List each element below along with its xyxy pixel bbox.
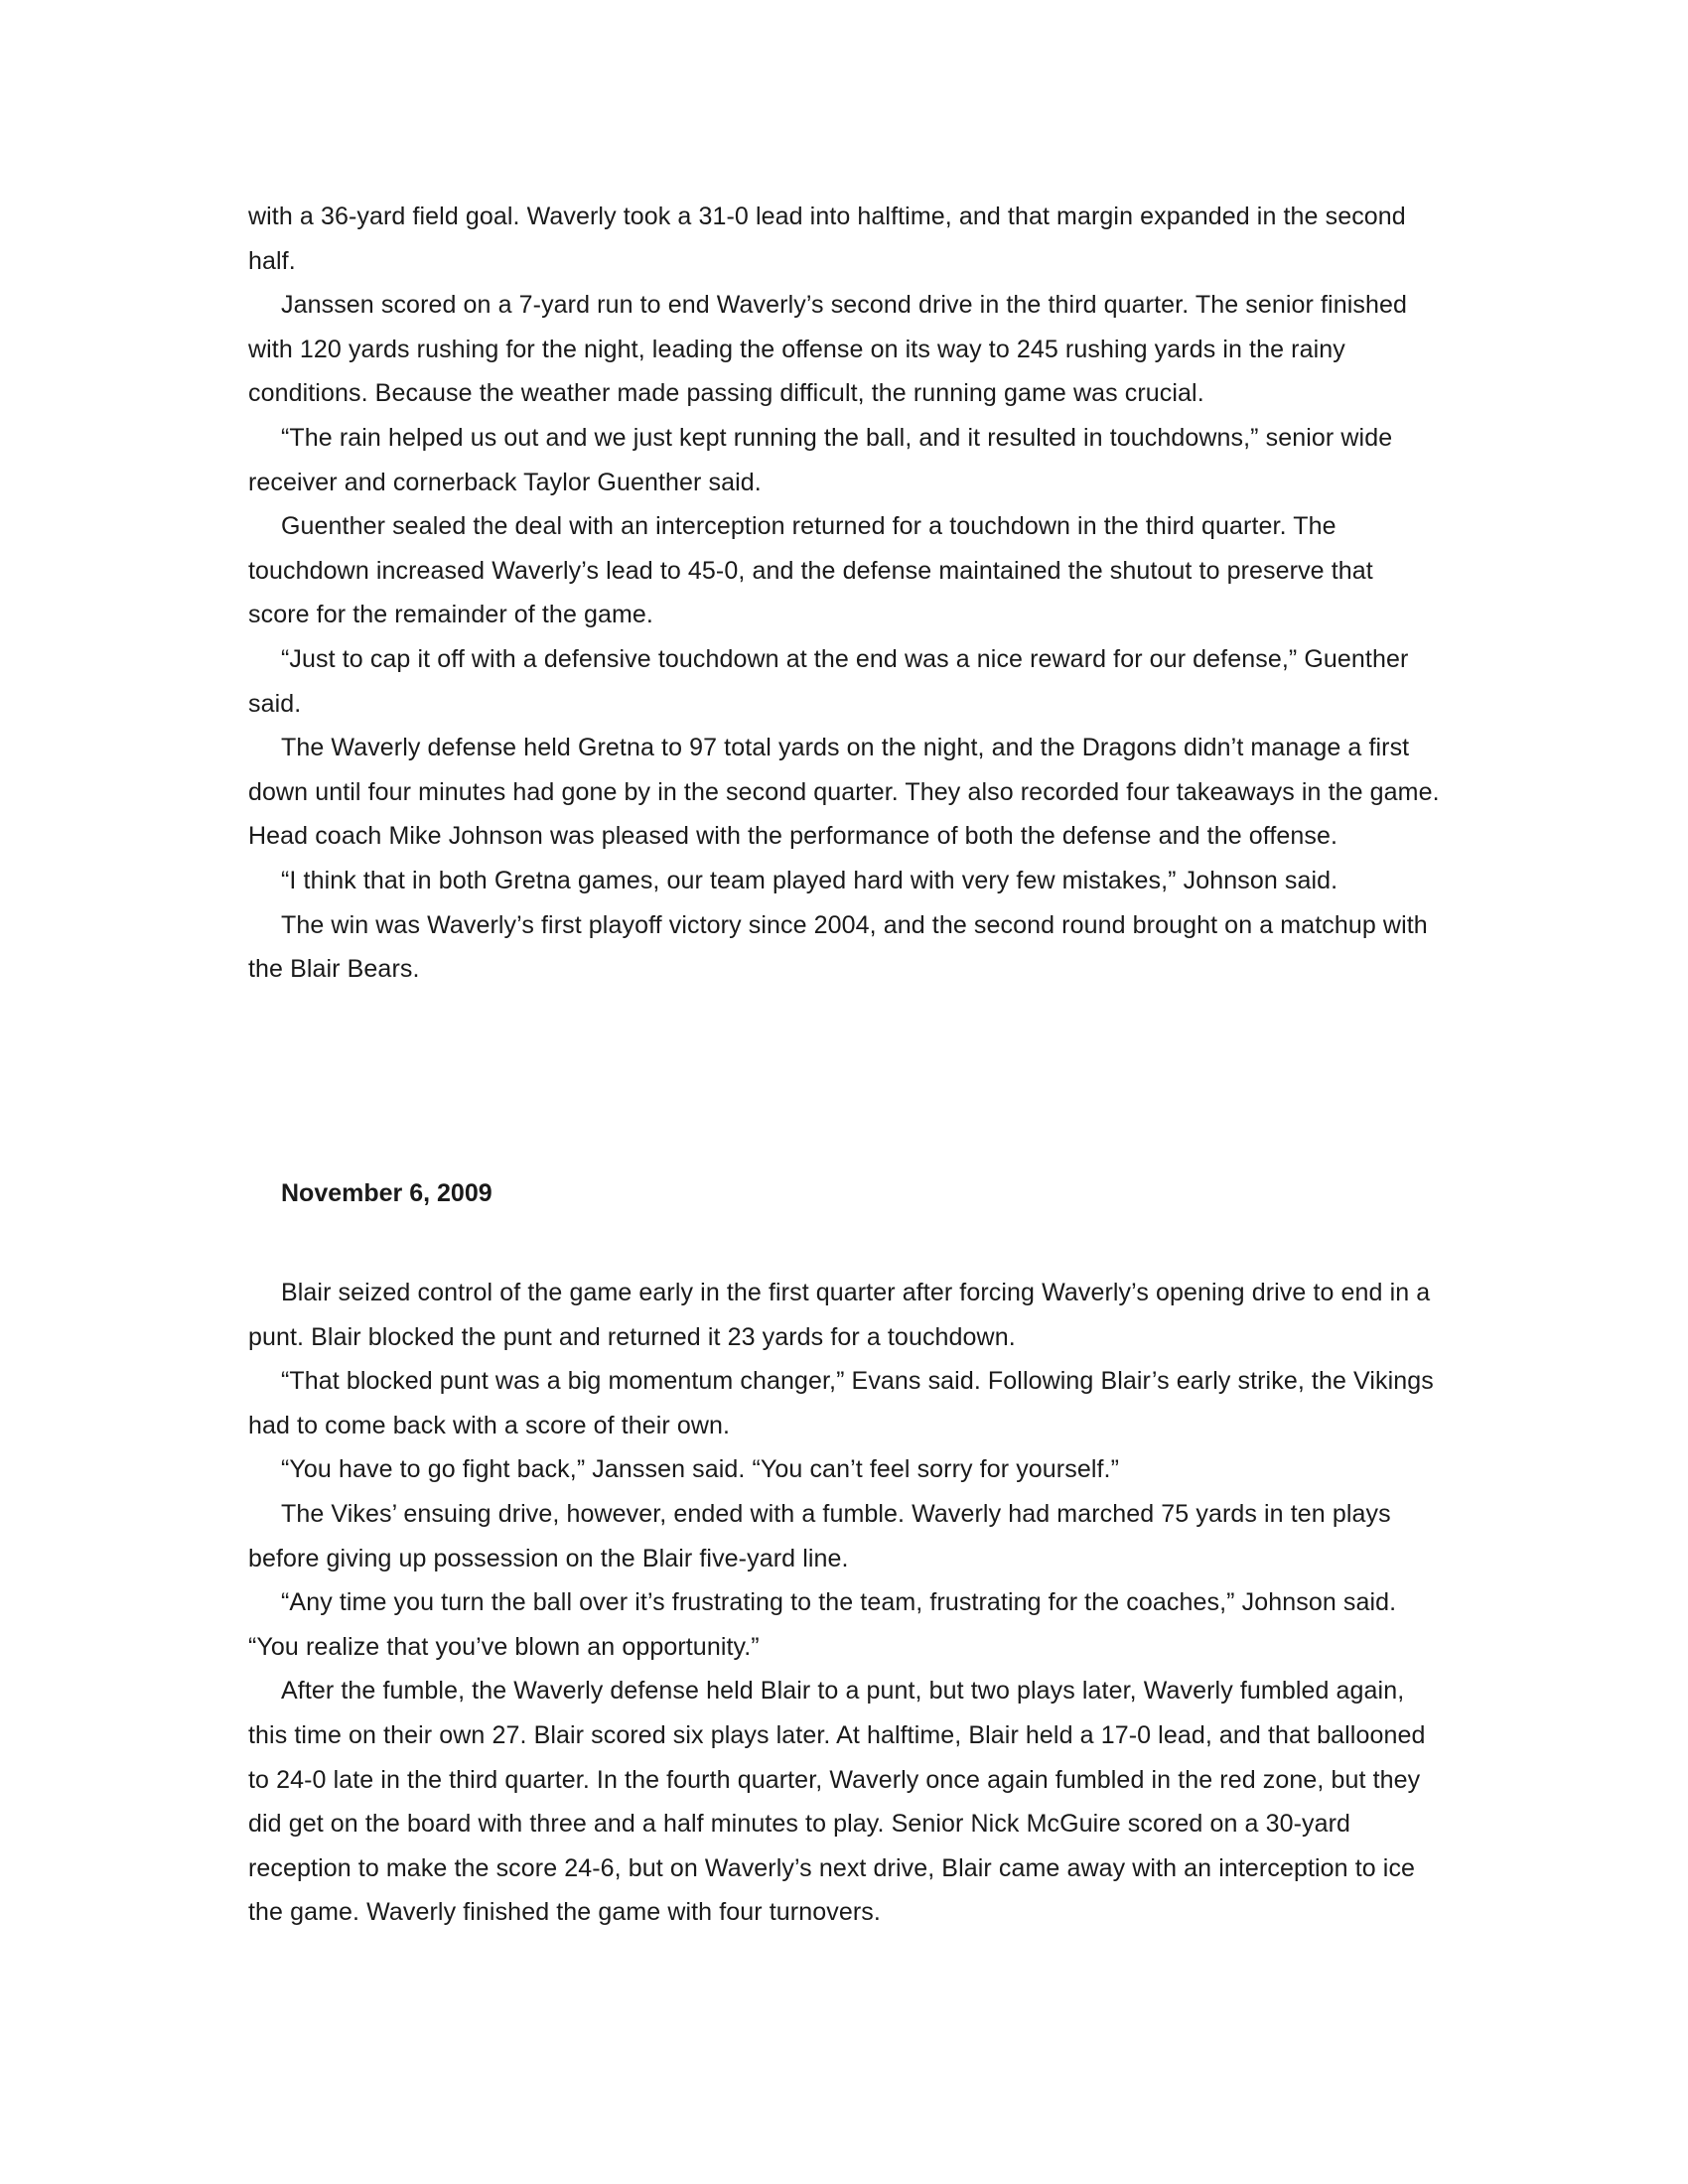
paragraph-guenther-defense-quote: “Just to cap it off with a defensive touchdown at the end was a nice reward for our defense,” Guenther said.	[248, 644, 1409, 718]
paragraph-guenther-rain-quote: “The rain helped us out and we just kept running the ball, and it resulted in touchdowns,” senior wide receiver and cornerback Taylor Guenther said.	[248, 423, 1393, 496]
paragraph-blocked-punt: Blair seized control of the game early in the first quarter after forcing Waverly’s opening drive to end in a punt. Blair blocked the punt and returned it 23 yards for a touchdown.	[248, 1279, 1431, 1351]
paragraph-defense-stats: The Waverly defense held Gretna to 97 total yards on the night, and the Dragons didn’t manage a first down until four minutes had gone by in the second quarter. They also recorded four takeaways in the game. Head coach Mike Johnson was pleased with the performance of both the defense and the offense.	[248, 734, 1440, 851]
paragraph-johnson-turnover-quote: “Any time you turn the ball over it’s frustrating to the team, frustrating for the coaches,” Johnson said. “You realize that you’ve blown an opportunity.”	[248, 1588, 1397, 1661]
paragraph-field-goal: with a 36-yard field goal. Waverly took a 31-0 lead into halftime, and that margin expanded in the second half.	[248, 203, 1406, 275]
paragraph-guenther-interception: Guenther sealed the deal with an interception returned for a touchdown in the third quarter. The touchdown increased Waverly’s lead to 45-0, and the defense maintained the shutout to preserve that score for the remainder of the game.	[248, 512, 1373, 629]
paragraph-janssen-run: Janssen scored on a 7-yard run to end Waverly’s second drive in the third quarter. The senior finished with 120 yards rushing for the night, leading the offense on its way to 245 rushing yards in the rainy conditions. Because the weather made passing difficult, the running game was crucial.	[248, 291, 1407, 408]
article-section-blair-game	[248, 1271, 1440, 1935]
paragraph-fumble: The Vikes’ ensuing drive, however, ended with a fumble. Waverly had marched 75 yards in ten plays before giving up possession on the Blair five-yard line.	[248, 1499, 1391, 1572]
paragraph-game-summary: After the fumble, the Waverly defense held Blair to a punt, but two plays later, Waverly fumbled again, this time on their own 27. Blair scored six plays later. At halftime, Blair held a 17-0 lead, and that ballooned to 24-0 late in the third quarter. In the fourth quarter, Waverly once again fumbled in the red zone, but they did get on the board with three and a half minutes to play. Senior Nick McGuire scored on a 30-yard reception to make the score 24-6, but on Waverly’s next drive, Blair came away with an interception to ice the game. Waverly finished the game with four turnovers.	[248, 1677, 1426, 1927]
paragraph-janssen-quote: “You have to go fight back,” Janssen said. “You can’t feel sorry for yourself.”	[281, 1455, 1119, 1484]
date-heading: November 6, 2009	[281, 1179, 492, 1207]
paragraph-evans-quote: “That blocked punt was a big momentum changer,” Evans said. Following Blair’s early strike, the Vikings had to come back with a score of their own.	[248, 1367, 1434, 1439]
paragraph-first-playoff-win: The win was Waverly’s first playoff victory since 2004, and the second round brought on a matchup with the Blair Bears.	[248, 910, 1428, 984]
article-section-playoff-round-one	[248, 195, 1440, 992]
paragraph-johnson-quote: “I think that in both Gretna games, our team played hard with very few mistakes,” Johnson said.	[281, 866, 1338, 894]
